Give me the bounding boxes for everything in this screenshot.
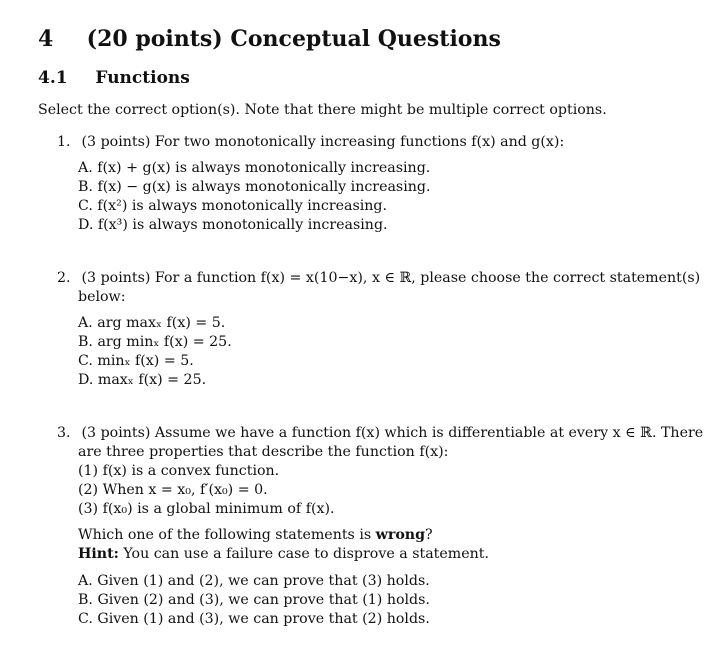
- question-2-option-d: D. maxₓ f(x) = 25.: [78, 372, 207, 388]
- question-3-property-1: (1) f(x) is a convex function.: [78, 463, 280, 479]
- question-1-stem: [57, 133, 564, 152]
- question-3-options: [78, 572, 430, 629]
- question-2-stem: [57, 269, 700, 288]
- section-title: (20 points) Conceptual Questions: [86, 26, 501, 52]
- question-3-stem: [57, 424, 703, 443]
- question-3-hint: [78, 545, 489, 564]
- question-3-option-b: B. Given (2) and (3), we can prove that (1) holds.: [78, 592, 430, 608]
- subsection-title: Functions: [95, 68, 190, 88]
- question-2-number: 2.: [57, 270, 71, 286]
- question-1-options: [78, 159, 430, 235]
- question-1-option-b: B. f(x) − g(x) is always monotonically increasing.: [78, 179, 431, 195]
- section-heading: [38, 26, 501, 52]
- question-1-option-c: C. f(x²) is always monotonically increasing.: [78, 198, 388, 214]
- question-3-text-line2: are three properties that describe the function f(x):: [78, 444, 449, 460]
- question-3-option-a: A. Given (1) and (2), we can prove that (3) holds.: [78, 573, 430, 589]
- question-2-text-line1: (3 points) For a function f(x) = x(10−x), x ∈ ℝ, please choose the correct statement(s): [81, 270, 701, 286]
- question-2-option-c: C. minₓ f(x) = 5.: [78, 353, 194, 369]
- question-3-text-line1: (3 points) Assume we have a function f(x) which is differentiable at every x ∈ ℝ. There: [81, 425, 704, 441]
- question-3-prompt-suffix: ?: [425, 527, 433, 543]
- question-1-option-a: A. f(x) + g(x) is always monotonically increasing.: [78, 160, 431, 176]
- intro-text: Select the correct option(s). Note that there might be multiple correct options.: [38, 102, 607, 118]
- question-1-option-d: D. f(x³) is always monotonically increasing.: [78, 217, 388, 233]
- subsection-heading: [38, 68, 190, 88]
- question-3-prompt-prefix: Which one of the following statements is: [78, 527, 376, 543]
- question-2-options: [78, 314, 232, 390]
- question-3-body: [78, 443, 489, 564]
- section-number: 4: [38, 26, 54, 52]
- question-3-prompt: [78, 526, 489, 545]
- question-3-option-c: C. Given (1) and (3), we can prove that (2) holds.: [78, 611, 430, 627]
- question-2-option-b: B. arg minₓ f(x) = 25.: [78, 334, 232, 350]
- question-3-property-3: (3) f(x₀) is a global minimum of f(x).: [78, 501, 335, 517]
- hint-text: You can use a failure case to disprove a statement.: [118, 546, 489, 562]
- question-2-text-line2: below:: [78, 289, 126, 305]
- question-3-property-2: (2) When x = x₀, f′(x₀) = 0.: [78, 482, 268, 498]
- question-3-prompt-bold: wrong: [375, 527, 426, 543]
- hint-label: Hint:: [78, 546, 119, 562]
- question-2-option-a: A. arg maxₓ f(x) = 5.: [78, 315, 226, 331]
- question-1-number: 1.: [57, 134, 71, 150]
- question-3-number: 3.: [57, 425, 71, 441]
- subsection-number: 4.1: [38, 68, 68, 88]
- question-1-text: (3 points) For two monotonically increasing functions f(x) and g(x):: [81, 134, 565, 150]
